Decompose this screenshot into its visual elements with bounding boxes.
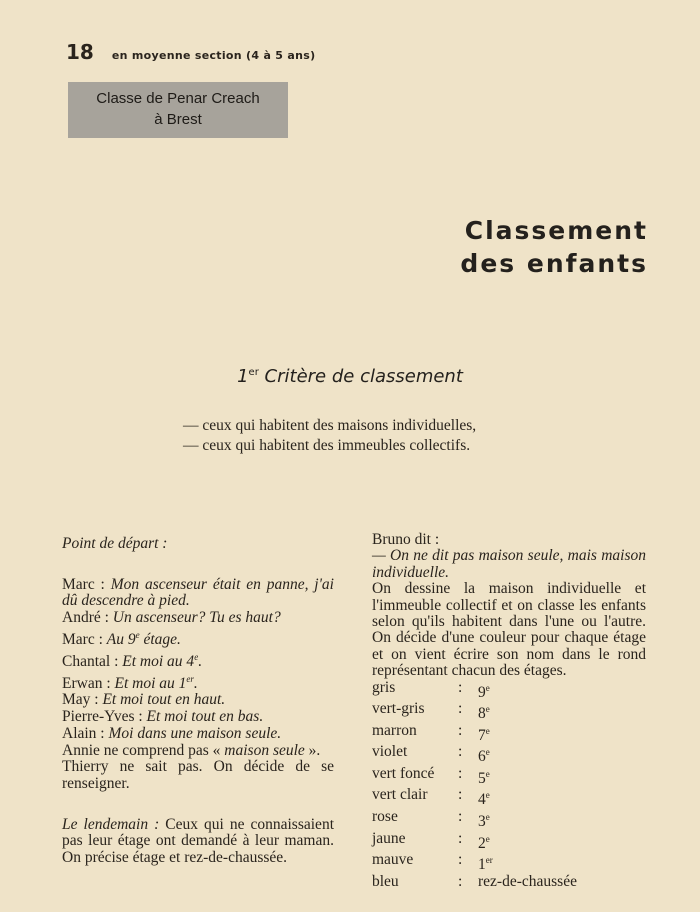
floor-color: vert-gris <box>372 700 425 718</box>
floor-row <box>372 852 646 874</box>
criterion-label: Critère de classement <box>264 366 463 387</box>
page-header <box>66 40 315 64</box>
utterance: Et moi au 1er. <box>114 673 198 692</box>
dialogue-line <box>62 692 334 709</box>
floor-row <box>372 744 646 766</box>
annie-line: Annie ne comprend pas « maison seule ». <box>62 741 321 759</box>
criterion-item: — ceux qui habitent des immeubles collectifs. <box>183 437 471 454</box>
title-line-2: des enfants <box>460 249 648 278</box>
floor-number: 9e <box>478 682 490 701</box>
floor-color: gris <box>372 678 396 696</box>
floor-row <box>372 874 646 890</box>
floor-row <box>372 680 646 702</box>
floor-number: 8e <box>478 704 490 723</box>
floor-separator: : <box>458 872 463 890</box>
floor-separator: : <box>458 851 463 869</box>
criterion-number-sup: er <box>248 367 259 378</box>
criterion-number: 1 <box>237 366 249 387</box>
floor-color: rose <box>372 808 398 826</box>
running-title: en moyenne section (4 à 5 ans) <box>111 49 316 62</box>
dialogue-line <box>62 726 334 743</box>
thierry-line: Thierry ne sait pas. On décide de se renseigner. <box>62 758 334 792</box>
floor-color: vert foncé <box>372 764 435 782</box>
speaker: André : <box>62 609 113 627</box>
section-heading: Point de départ : <box>62 535 168 552</box>
speaker: May : <box>62 691 103 709</box>
lendemain-paragraph: Le lendemain : Ceux qui ne connaissaient pas leur étage ont demandé à leur maman. On précise étage et rez-de-chaussée. <box>62 815 334 867</box>
speaker: Pierre-Yves : <box>62 708 147 726</box>
speaker: Marc : <box>62 630 107 648</box>
floor-color: marron <box>372 721 417 739</box>
utterance: Et moi tout en bas. <box>146 708 264 726</box>
floor-number: 5e <box>478 768 490 788</box>
criterion-heading <box>0 366 700 387</box>
floor-separator: : <box>458 743 463 761</box>
dialogue-line <box>62 610 334 627</box>
speaker: Marc : <box>62 575 111 593</box>
floor-separator: : <box>458 764 463 782</box>
utterance: Et moi au 4e. <box>122 651 203 670</box>
floor-color: jaune <box>372 829 406 847</box>
utterance: Au 9e étage. <box>106 629 181 648</box>
floor-row <box>372 831 646 853</box>
floor-separator: : <box>458 786 463 804</box>
speaker: Chantal : <box>62 652 123 670</box>
utterance: Un ascenseur? Tu es haut? <box>112 609 281 627</box>
speaker: Erwan : <box>62 674 115 692</box>
utterance: Moi dans une maison seule. <box>108 724 282 742</box>
floor-color: vert clair <box>372 786 428 804</box>
dialogue-line <box>62 649 334 671</box>
left-column <box>62 536 334 867</box>
floor-row <box>372 766 646 788</box>
floor-number: 7e <box>478 725 490 744</box>
speaker: Alain : <box>62 724 109 742</box>
floor-color: mauve <box>372 851 414 869</box>
floor-row <box>372 701 646 723</box>
floor-row <box>372 787 646 809</box>
floor-row <box>372 723 646 745</box>
right-column <box>372 532 646 890</box>
class-name: Classe de Penar Creach <box>96 90 260 107</box>
floor-number: 2e <box>478 833 490 852</box>
class-label-box <box>68 82 288 138</box>
floor-color: bleu <box>372 872 399 890</box>
floor-separator: : <box>458 808 463 826</box>
page-number: 18 <box>66 40 94 64</box>
class-location: à Brest <box>154 111 202 128</box>
bruno-line: Bruno dit : <box>372 531 440 548</box>
floor-color: violet <box>372 743 408 761</box>
dialogue-line <box>62 671 334 693</box>
drawing-paragraph: On dessine la maison individuelle et l'immeuble collectif et on classe les enfants selon qu'ils habitent dans l'une ou l'autre. On décide d'une couleur pour chaque étage et on vient écrire son nom dans le rond représentant chacun des étages. <box>372 580 646 680</box>
utterance: Et moi tout en haut. <box>102 691 226 709</box>
dialogue-line <box>62 627 334 649</box>
utterance: Mon ascenseur était en panne, j'ai dû descendre à pied. <box>62 575 334 610</box>
criterion-item: — ceux qui habitent des maisons individuelles, <box>183 417 477 434</box>
floor-number: 4e <box>478 790 490 809</box>
dialogue-line <box>62 577 334 610</box>
criterion-list <box>183 416 476 456</box>
floor-number: 3e <box>478 812 490 831</box>
floor-number: 6e <box>478 747 490 766</box>
floor-color-list <box>372 680 646 890</box>
floor-number: 1er <box>478 855 493 874</box>
floor-separator: : <box>458 678 463 696</box>
dialogue-line <box>62 709 334 726</box>
title-line-1: Classement <box>464 216 648 245</box>
floor-separator: : <box>458 721 463 739</box>
floor-separator: : <box>458 700 463 718</box>
bruno-quote: — On ne dit pas maison seule, mais maison individuelle. <box>372 547 646 581</box>
dialogue <box>62 577 334 743</box>
floor-row <box>372 809 646 831</box>
page-title <box>460 214 648 280</box>
floor-separator: : <box>458 829 463 847</box>
floor-number: rez-de-chaussée <box>478 872 577 890</box>
